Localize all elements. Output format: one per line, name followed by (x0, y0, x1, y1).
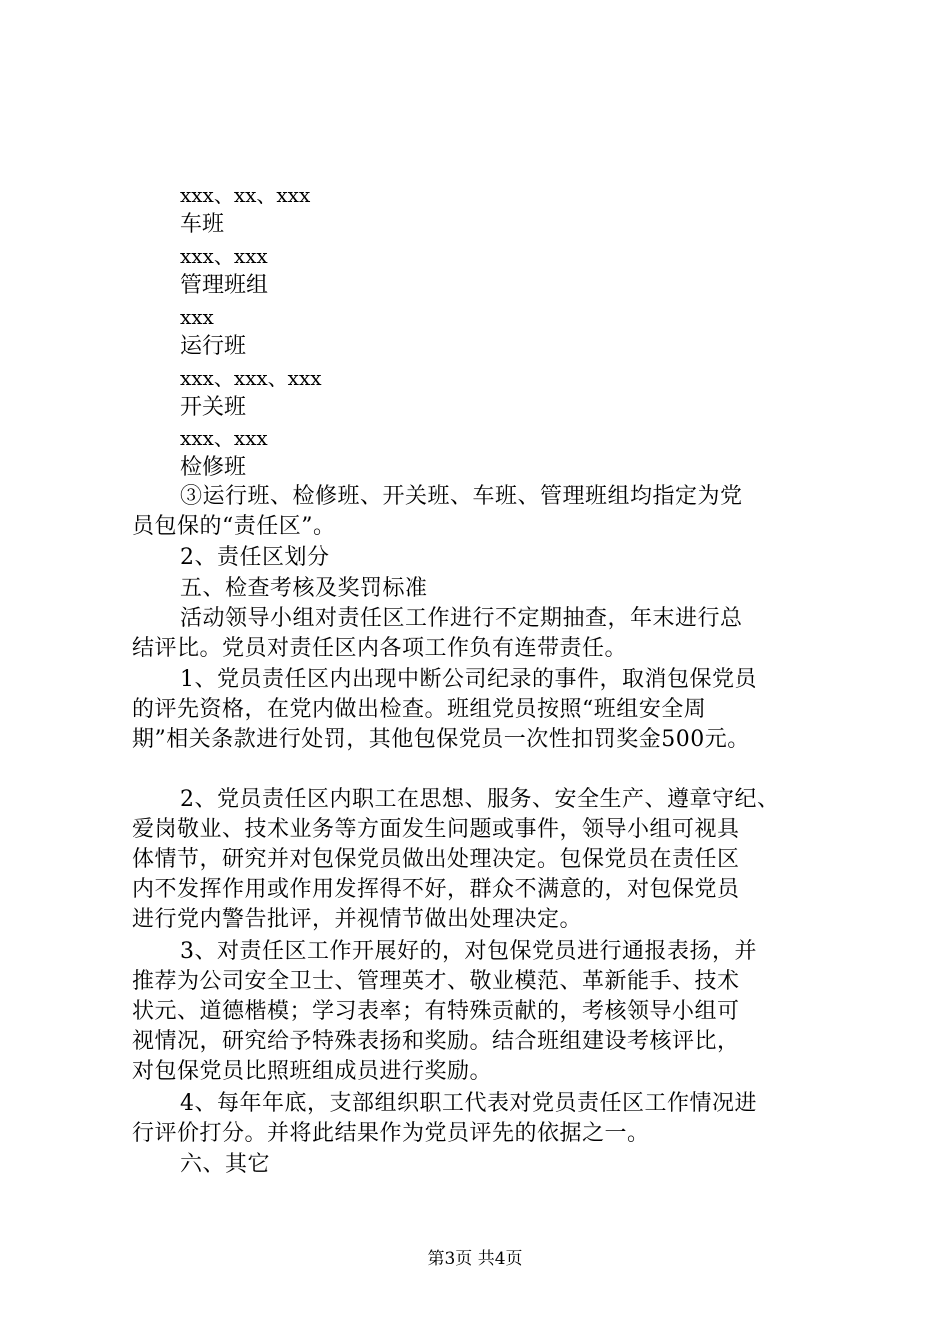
paragraph (132, 785, 840, 935)
paragraph-line: 4、每年年底，支部组织职工代表对党员责任区工作情况进 (180, 1091, 757, 1116)
paragraph-line: 3、对责任区工作开展好的，对包保党员进行通报表扬，并 (180, 939, 757, 964)
paragraph-line: 员包保的“责任区”。 (132, 514, 336, 539)
roster-team: 管理班组 (180, 273, 269, 298)
paragraph (132, 665, 840, 755)
paragraph-line: 对包保党员比照班组成员进行奖励。 (132, 1059, 493, 1084)
roster-list (180, 423, 840, 483)
roster-list (180, 180, 840, 240)
paragraph-line: 爱岗敬业、技术业务等方面发生问题或事件，领导小组可视具 (132, 817, 740, 842)
paragraph-line: 行评价打分。并将此结果作为党员评先的依据之一。 (132, 1121, 650, 1146)
paragraph (132, 604, 840, 664)
roster-members: xxx、xxx (180, 426, 268, 450)
roster-team: 运行班 (180, 334, 247, 359)
roster-members: xxx、xxx、xxx (180, 366, 322, 390)
paragraph-line: 视情况，研究给予特殊表扬和奖励。结合班组建设考核评比， (132, 1029, 740, 1054)
paragraph-line: 期”相关条款进行处罚，其他包保党员一次性扣罚奖金500元。 (132, 727, 750, 752)
roster-team: 开关班 (180, 395, 247, 420)
paragraph-line: ③运行班、检修班、开关班、车班、管理班组均指定为党 (180, 484, 743, 509)
paragraph-line: 内不发挥作用或作用发挥得不好，群众不满意的，对包保党员 (132, 877, 740, 902)
roster-list (180, 302, 840, 362)
paragraph (132, 1089, 840, 1149)
roster-team: 车班 (180, 212, 225, 237)
section-heading (132, 1150, 840, 1180)
roster-list (180, 241, 840, 301)
paragraph (132, 937, 840, 1087)
paragraph-line: 六、其它 (180, 1152, 271, 1177)
paragraph-line: 推荐为公司安全卫士、管理英才、敬业模范、革新能手、技术 (132, 969, 740, 994)
paragraph-line: 活动领导小组对责任区工作进行不定期抽查，年末进行总 (180, 606, 743, 631)
paragraph-line: 体情节，研究并对包保党员做出处理决定。包保党员在责任区 (132, 847, 740, 872)
section-heading (132, 574, 840, 604)
page-footer: 第3页 共4页 (427, 1249, 523, 1269)
roster-list (180, 363, 840, 423)
paragraph-line: 2、党员责任区内职工在思想、服务、安全生产、遵章守纪、 (180, 787, 780, 812)
paragraph-line: 的评先资格，在党内做出检查。班组党员按照“班组安全周 (132, 697, 707, 722)
paragraph (132, 482, 840, 542)
roster-members: xxx、xxx (180, 244, 268, 268)
paragraph-line: 状元、道德楷模；学习表率；有特殊贡献的，考核领导小组可 (132, 999, 740, 1024)
paragraph-line: 进行党内警告批评，并视情节做出处理决定。 (132, 907, 583, 932)
paragraph-line: 2、责任区划分 (180, 545, 330, 570)
roster-members: xxx、xx、xxx (180, 183, 311, 207)
roster-members: xxx (180, 305, 214, 329)
paragraph-line: 1、党员责任区内出现中断公司纪录的事件，取消包保党员 (180, 667, 757, 692)
roster-team: 检修班 (180, 455, 247, 480)
paragraph-line: 结评比。党员对责任区内各项工作负有连带责任。 (132, 636, 628, 661)
paragraph-line: 五、检查考核及奖罚标准 (180, 576, 428, 601)
paragraph (132, 543, 840, 573)
